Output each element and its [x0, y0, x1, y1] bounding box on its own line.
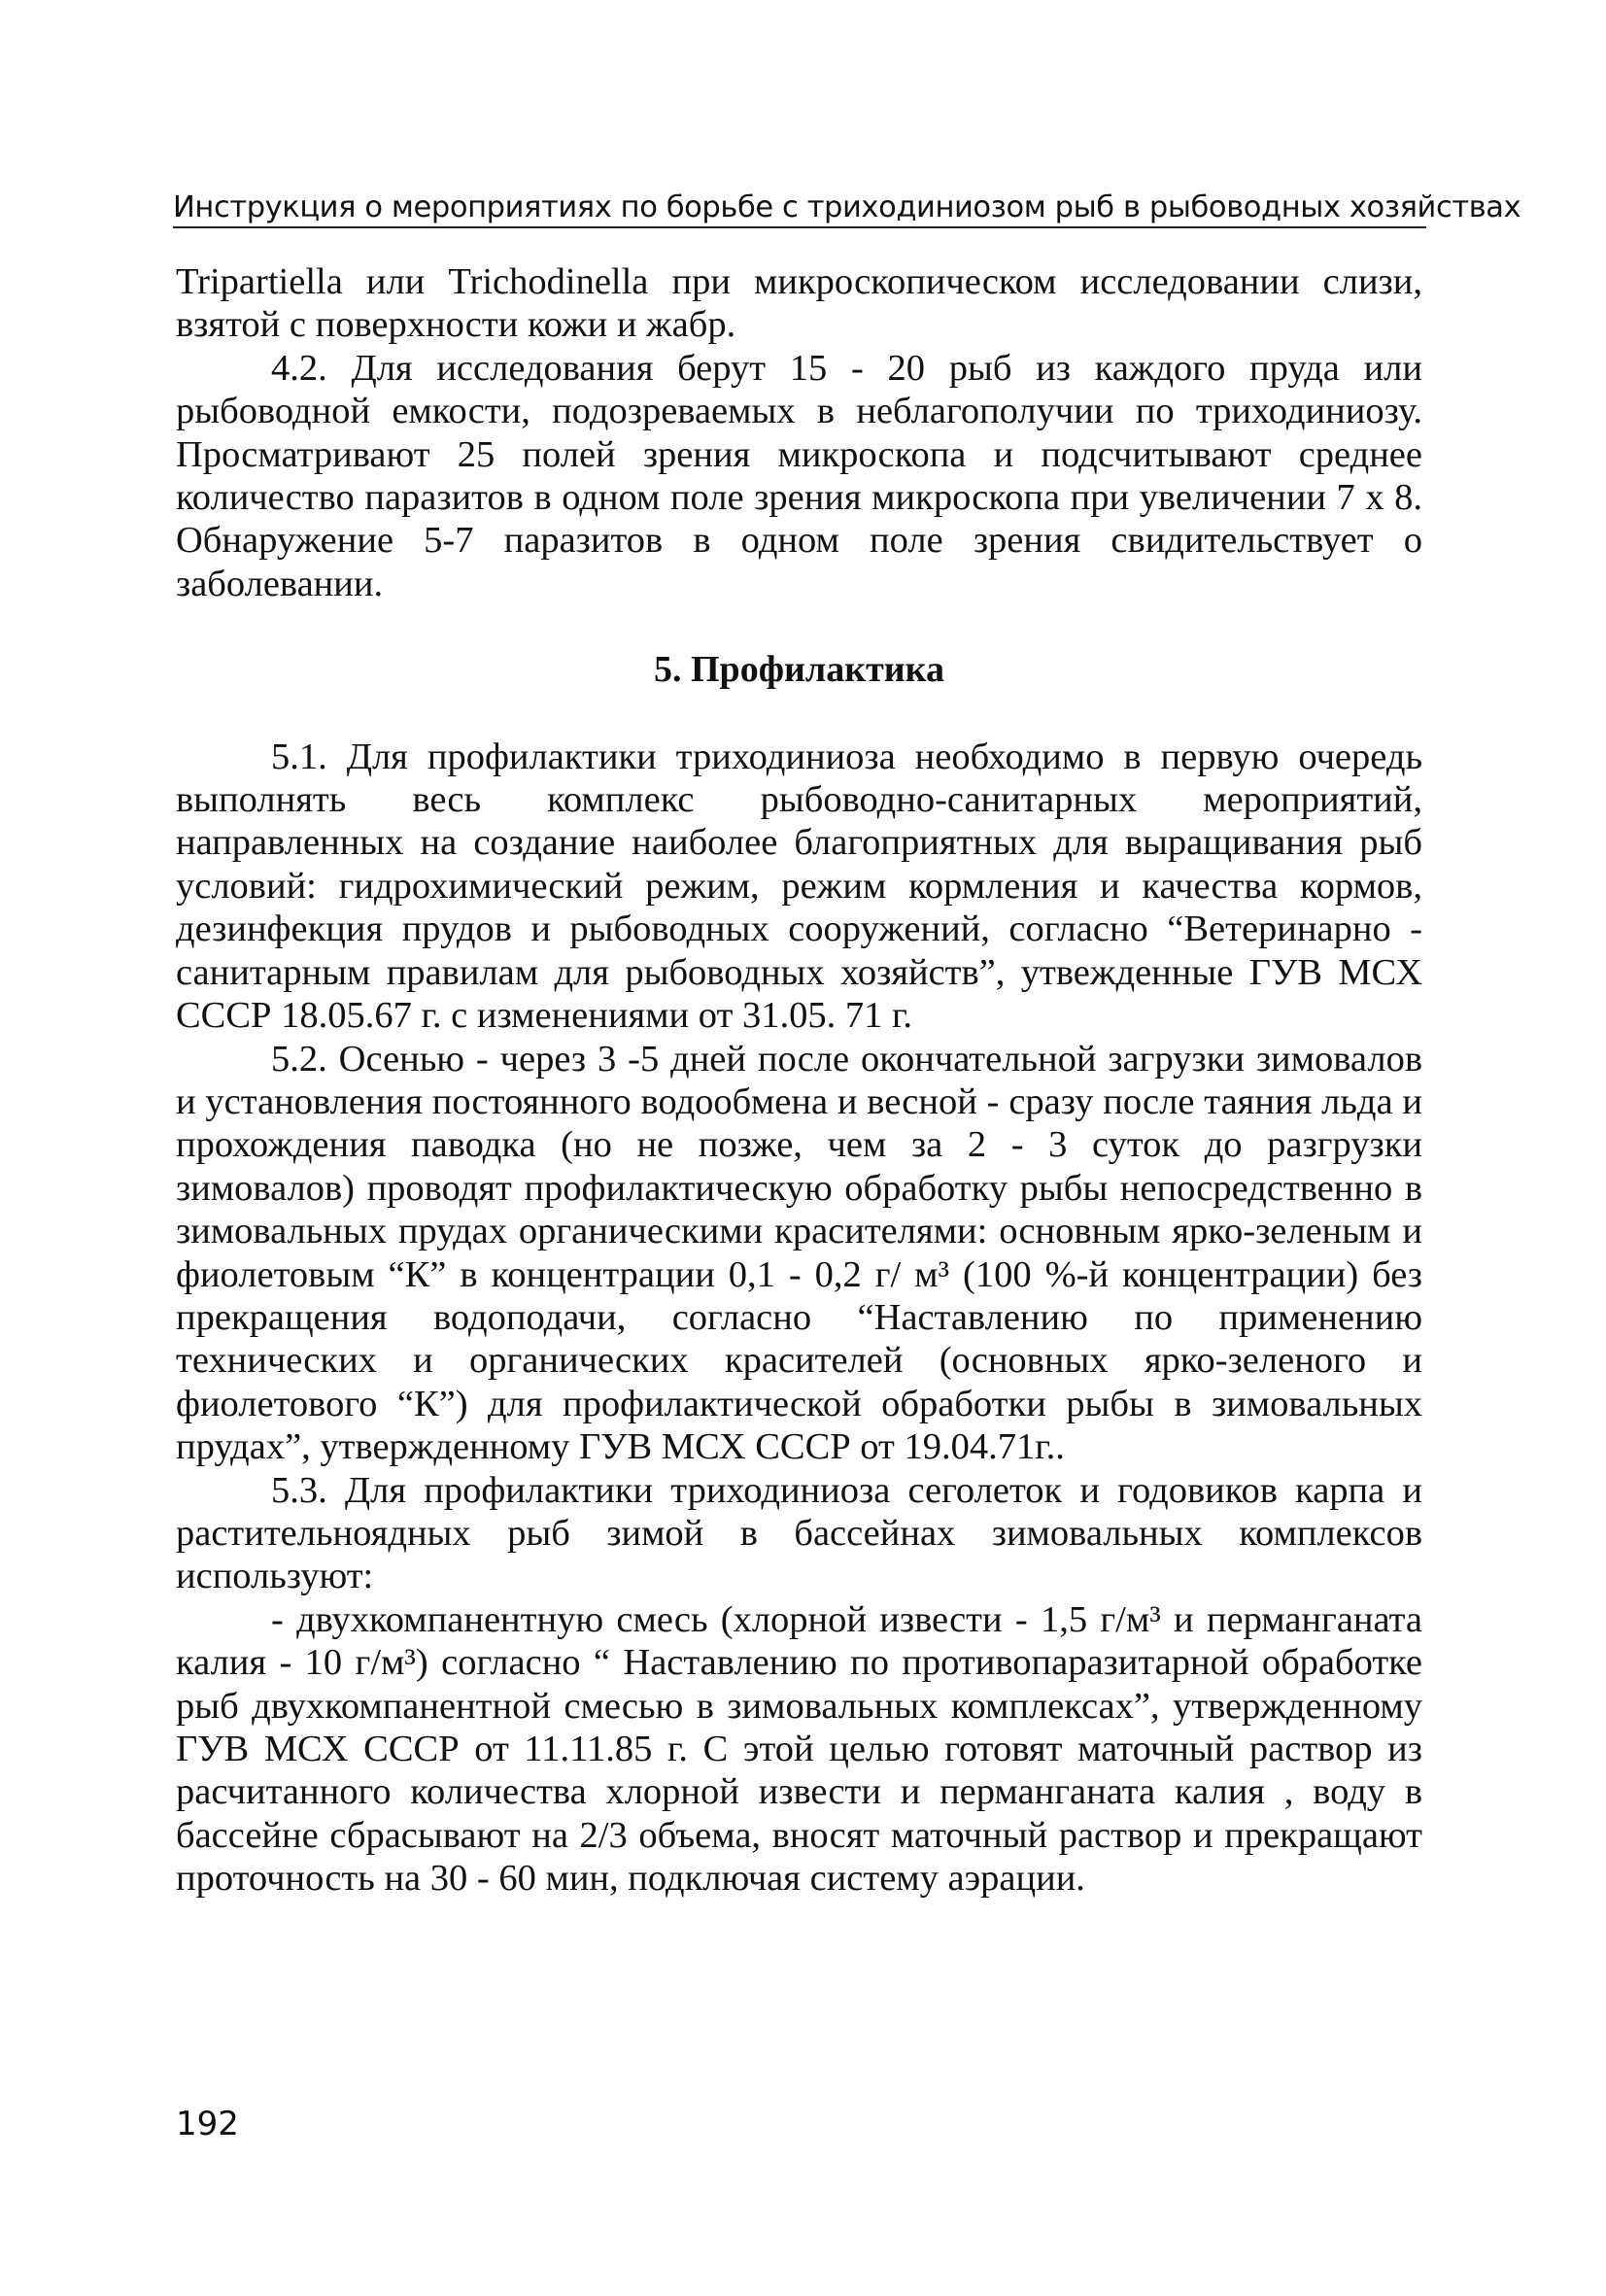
paragraph-5-2: 5.2. Осенью - через 3 -5 дней после окончательной загрузки зимовалов и установления постоянного водообмена и весной - сразу после таяния льда и прохождения паводка (но не позже, чем за 2 - 3 суток до разгрузки зимовалов) проводят профилактическую обработку рыбы непосредственно в зимовальных прудах органическими красителями: основным ярко-зеленым и фиолетовым “К” в концентрации 0,1 - 0,2 г/ м³ (100 %-й концентрации) без прекращения водоподачи, согласно “Наставлению по применению технических и органических красителей (основных ярко-зеленого и фиолетового “К”) для профилактической обработки рыбы в зимовальных прудах”, утвержденному ГУВ МСХ СССР от 19.04.71г.. [176, 1038, 1422, 1468]
section-5-heading: 5. Профилактика [654, 649, 944, 691]
paragraph-5-1: 5.1. Для профилактики триходиниоза необходимо в первую очередь выполнять весь комплекс рыбоводно-санитарных мероприятий, направленных на создание наиболее благоприятных для выращивания рыб условий: гидрохимический режим, режим кормления и качества кормов, дезинфекция прудов и рыбоводных сооружений, согласно “Ветеринарно - санитарным правилам для рыбоводных хозяйств”, утвежденные ГУВ МСХ СССР 18.05.67 г. с изменениями от 31.05. 71 г. [176, 736, 1422, 1037]
header-divider [173, 226, 1426, 228]
paragraph-continuation: Tripartiella или Trichodinella при микроскопическом исследовании слизи, взятой с поверхности кожи и жабр. [176, 261, 1422, 346]
page-number: 192 [176, 2105, 239, 2143]
paragraph-5-3: 5.3. Для профилактики триходиниоза сеголеток и годовиков карпа и растительноядных рыб зимой в бассейнах зимовальных комплексов используют: [176, 1469, 1422, 1597]
paragraph-4-2: 4.2. Для исследования берут 15 - 20 рыб из каждого пруда или рыбоводной емкости, подозреваемых в неблагополучии по триходиниозу. Просматривают 25 полей зрения микроскопа и подсчитывают среднее количество паразитов в одном поле зрения микроскопа при увеличении 7 х 8. Обнаружение 5-7 паразитов в одном поле зрения свидительствует о заболевании. [176, 347, 1422, 604]
body-text [176, 260, 1422, 1901]
paragraph-5-3-list-item: - двухкомпанентную смесь (хлорной извести - 1,5 г/м³ и перманганата калия - 10 г/м³) согласно “ Наставлению по противопаразитарной обработке рыб двухкомпанентной смесью в зимовальных комплексах”, утвержденному ГУВ МСХ СССР от 11.11.85 г. С этой целью готовят маточный раствор из расчитанного количества хлорной извести и перманганата калия , воду в бассейне сбрасывают на 2/3 объема, вносят маточный раствор и прекращают проточность на 30 - 60 мин, подключая систему аэрации. [176, 1598, 1422, 1900]
running-header: Инструкция о мероприятиях по борьбе с триходиниозом рыб в рыбоводных хозяйствах [173, 190, 1521, 224]
